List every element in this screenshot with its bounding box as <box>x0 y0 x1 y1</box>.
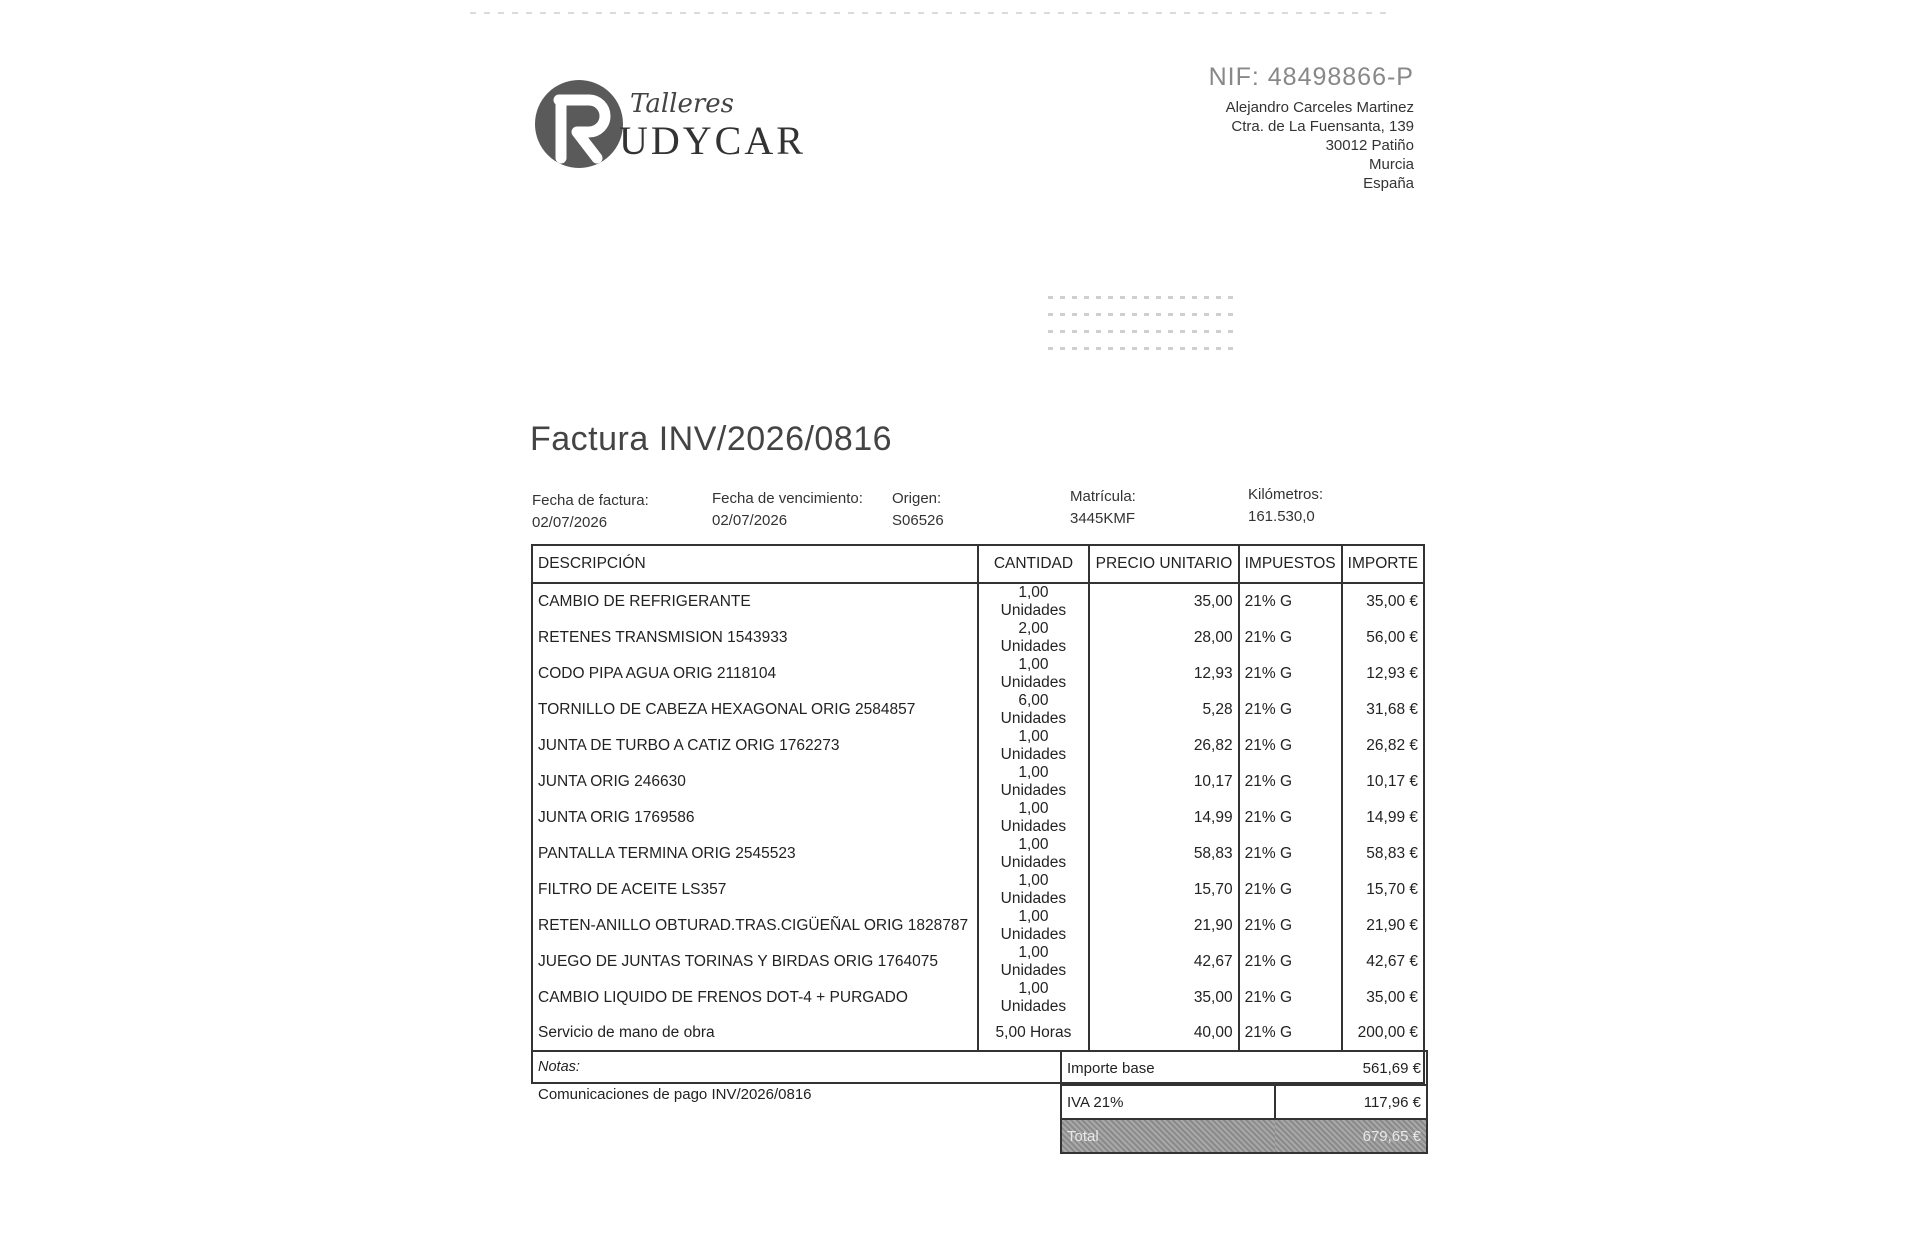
line-quantity: 1,00 Unidades <box>978 764 1090 800</box>
line-unit-price: 35,00 <box>1089 583 1238 620</box>
totals-label: Total <box>1061 1119 1275 1153</box>
invoice-lines-table <box>531 544 1425 1084</box>
table-row <box>532 583 1424 620</box>
company-line: España <box>1363 175 1414 192</box>
line-quantity: 1,00 Unidades <box>978 908 1090 944</box>
line-amount: 42,67 € <box>1342 944 1424 980</box>
column-header: CANTIDAD <box>978 545 1090 583</box>
table-row <box>532 836 1424 872</box>
line-quantity: 1,00 Unidades <box>978 800 1090 836</box>
scan-artifact <box>470 12 1390 14</box>
line-unit-price: 12,93 <box>1089 656 1238 692</box>
line-unit-price: 42,67 <box>1089 944 1238 980</box>
line-tax: 21% G <box>1239 1016 1342 1051</box>
company-line: Murcia <box>1368 156 1414 173</box>
line-tax: 21% G <box>1239 980 1342 1016</box>
line-tax: 21% G <box>1239 908 1342 944</box>
line-description: FILTRO DE ACEITE LS357 <box>532 872 978 908</box>
svg-text:Talleres: Talleres <box>630 89 734 119</box>
meta-value: 02/07/2026 <box>532 514 608 531</box>
line-unit-price: 58,83 <box>1089 836 1238 872</box>
table-row <box>532 656 1424 692</box>
company-line: 30012 Patiño <box>1325 137 1414 154</box>
recipient-address-redacted <box>1048 282 1238 362</box>
line-unit-price: 21,90 <box>1089 908 1238 944</box>
column-header: IMPUESTOS <box>1239 545 1342 583</box>
company-line: Alejandro Carceles Martinez <box>1225 99 1414 116</box>
totals-label: Importe base <box>1061 1051 1275 1085</box>
meta-value: S06526 <box>892 512 944 529</box>
line-amount: 58,83 € <box>1342 836 1424 872</box>
column-header: IMPORTE <box>1342 545 1424 583</box>
line-unit-price: 15,70 <box>1089 872 1238 908</box>
line-tax: 21% G <box>1239 620 1342 656</box>
table-row <box>532 620 1424 656</box>
line-unit-price: 10,17 <box>1089 764 1238 800</box>
line-tax: 21% G <box>1239 583 1342 620</box>
line-tax: 21% G <box>1239 836 1342 872</box>
meta-vencimiento <box>712 488 863 532</box>
line-quantity: 1,00 Unidades <box>978 583 1090 620</box>
table-row <box>532 692 1424 728</box>
line-unit-price: 5,28 <box>1089 692 1238 728</box>
meta-label: Kilómetros: <box>1248 486 1324 503</box>
line-quantity: 5,00 Horas <box>978 1016 1090 1051</box>
line-description: PANTALLA TERMINA ORIG 2545523 <box>532 836 978 872</box>
line-tax: 21% G <box>1239 944 1342 980</box>
meta-label: Fecha de vencimiento: <box>712 490 863 507</box>
company-line: Ctra. de La Fuensanta, 139 <box>1231 118 1414 135</box>
company-info <box>1209 62 1414 193</box>
line-amount: 31,68 € <box>1342 692 1424 728</box>
table-row <box>532 980 1424 1016</box>
totals-total-row <box>1061 1119 1427 1153</box>
meta-label: Origen: <box>892 490 942 507</box>
column-header: DESCRIPCIÓN <box>532 545 978 583</box>
line-tax: 21% G <box>1239 728 1342 764</box>
line-amount: 14,99 € <box>1342 800 1424 836</box>
table-row <box>532 872 1424 908</box>
line-description: JUNTA DE TURBO A CATIZ ORIG 1762273 <box>532 728 978 764</box>
line-quantity: 1,00 Unidades <box>978 980 1090 1016</box>
line-quantity: 2,00 Unidades <box>978 620 1090 656</box>
line-amount: 21,90 € <box>1342 908 1424 944</box>
meta-label: Fecha de factura: <box>532 492 649 509</box>
meta-origen <box>892 488 944 532</box>
table-header-row <box>532 545 1424 583</box>
totals-table <box>1060 1050 1428 1154</box>
line-tax: 21% G <box>1239 656 1342 692</box>
company-nif: NIF: 48498866-P <box>1208 63 1414 91</box>
notes-label: Notas: <box>532 1051 1424 1083</box>
meta-matricula <box>1070 486 1136 530</box>
totals-base-row <box>1061 1051 1427 1085</box>
line-amount: 10,17 € <box>1342 764 1424 800</box>
line-unit-price: 40,00 <box>1089 1016 1238 1051</box>
line-description: RETENES TRANSMISION 1543933 <box>532 620 978 656</box>
line-description: JUNTA ORIG 1769586 <box>532 800 978 836</box>
line-tax: 21% G <box>1239 764 1342 800</box>
line-unit-price: 26,82 <box>1089 728 1238 764</box>
line-quantity: 1,00 Unidades <box>978 656 1090 692</box>
meta-value: 3445KMF <box>1070 510 1136 527</box>
line-description: CAMBIO DE REFRIGERANTE <box>532 583 978 620</box>
line-amount: 200,00 € <box>1342 1016 1424 1051</box>
payment-reference: Comunicaciones de pago INV/2026/0816 <box>538 1086 812 1103</box>
line-amount: 26,82 € <box>1342 728 1424 764</box>
line-amount: 35,00 € <box>1342 980 1424 1016</box>
line-quantity: 1,00 Unidades <box>978 728 1090 764</box>
line-amount: 56,00 € <box>1342 620 1424 656</box>
totals-value: 117,96 € <box>1275 1085 1427 1119</box>
totals-iva-row <box>1061 1085 1427 1119</box>
line-tax: 21% G <box>1239 872 1342 908</box>
totals-value: 679,65 € <box>1275 1119 1427 1153</box>
line-amount: 35,00 € <box>1342 583 1424 620</box>
line-unit-price: 35,00 <box>1089 980 1238 1016</box>
table-row <box>532 1016 1424 1051</box>
line-unit-price: 28,00 <box>1089 620 1238 656</box>
column-header: PRECIO UNITARIO <box>1089 545 1238 583</box>
line-description: RETEN-ANILLO OBTURAD.TRAS.CIGÜEÑAL ORIG 1828787 <box>532 908 978 944</box>
line-description: JUNTA ORIG 246630 <box>532 764 978 800</box>
table-row <box>532 944 1424 980</box>
line-description: CAMBIO LIQUIDO DE FRENOS DOT-4 + PURGADO <box>532 980 978 1016</box>
line-quantity: 1,00 Unidades <box>978 944 1090 980</box>
table-row <box>532 764 1424 800</box>
meta-label: Matrícula: <box>1070 488 1136 505</box>
meta-fecha-factura <box>532 490 649 534</box>
line-unit-price: 14,99 <box>1089 800 1238 836</box>
meta-value: 161.530,0 <box>1248 508 1315 525</box>
line-tax: 21% G <box>1239 692 1342 728</box>
line-quantity: 6,00 Unidades <box>978 692 1090 728</box>
line-amount: 12,93 € <box>1342 656 1424 692</box>
line-description: JUEGO DE JUNTAS TORINAS Y BIRDAS ORIG 1764075 <box>532 944 978 980</box>
line-description: TORNILLO DE CABEZA HEXAGONAL ORIG 2584857 <box>532 692 978 728</box>
table-row <box>532 908 1424 944</box>
totals-label: IVA 21% <box>1061 1085 1275 1119</box>
line-description: CODO PIPA AGUA ORIG 2118104 <box>532 656 978 692</box>
meta-value: 02/07/2026 <box>712 512 788 529</box>
table-row <box>532 800 1424 836</box>
table-row <box>532 728 1424 764</box>
totals-value: 561,69 € <box>1275 1051 1427 1085</box>
line-tax: 21% G <box>1239 800 1342 836</box>
line-quantity: 1,00 Unidades <box>978 836 1090 872</box>
invoice-title: Factura INV/2026/0816 <box>530 420 893 458</box>
line-quantity: 1,00 Unidades <box>978 872 1090 908</box>
meta-kilometros <box>1248 484 1323 528</box>
logo <box>535 78 835 173</box>
line-description: Servicio de mano de obra <box>532 1016 978 1051</box>
line-amount: 15,70 € <box>1342 872 1424 908</box>
svg-text:UDYCAR: UDYCAR <box>619 118 806 163</box>
